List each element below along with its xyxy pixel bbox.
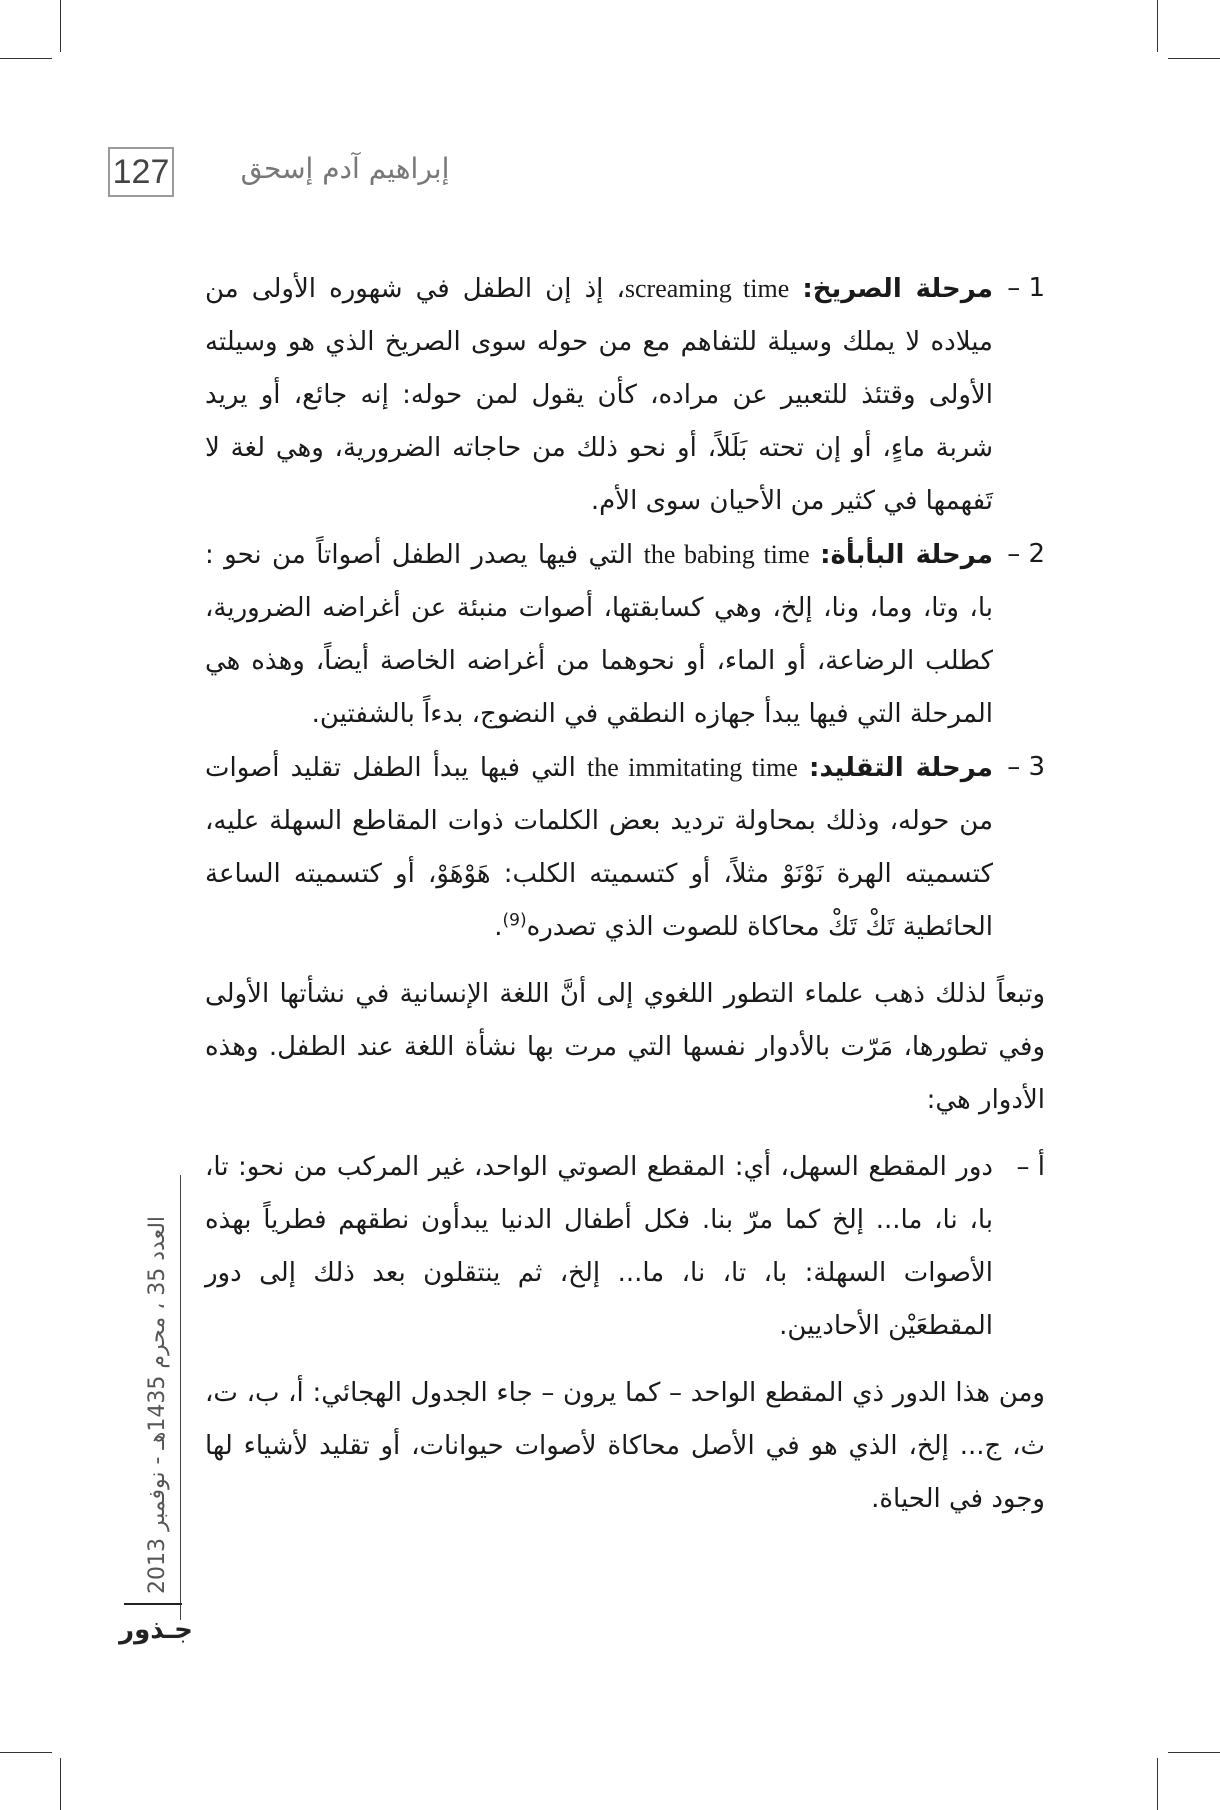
english-term: screaming time [624,274,790,303]
english-term: the babing time [643,540,810,569]
stage-term: مرحلة التقليد: [809,753,994,783]
paragraph: ومن هذا الدور ذي المقطع الواحد – كما يرون – جاء الجدول الهجائي: أ، ب، ت، ث، ج... إلخ، الذي هو في الأصل محاكاة لأصوات حيوانات، أو تقليد لأشياء لها وجود في الحياة. [205,1378,1045,1514]
running-header-author: إبراهيم آدم إسحق [240,152,450,185]
list-item-number: 3 – [1007,752,1045,782]
list-item [205,1141,1045,1353]
list-item-number: 1 – [1007,273,1045,303]
list-item [205,528,1045,741]
sidebar-divider [180,1175,181,1620]
journal-logo: جـذور [119,1615,193,1645]
english-term: the immitating time [587,753,798,782]
crop-mark [0,58,52,59]
article-body [205,262,1045,1526]
crop-mark [1168,1752,1220,1753]
stage-term: مرحلة البأبأة: [820,540,994,570]
footnote-ref[interactable]: (9) [502,910,527,931]
crop-mark [1168,58,1220,59]
crop-mark [60,0,61,52]
stage-term: مرحلة الصريخ: [802,274,993,304]
stage-description: التي فيها يصدر الطفل أصواتاً من نحو : با، وتا، وما، ونا، إلخ، وهي كسابقتها، أصوات منبئة عن أغراضه الضرورية، كطلب الرضاعة، أو الماء، أو نحوهما من أغراضه الخاصة أيضاً، وهذه هي المرحلة التي فيها يبدأ جهازه النطقي في النضوج، بدءاً بالشفتين. [205,540,993,729]
paragraph: وتبعاً لذلك ذهب علماء التطور اللغوي إلى أنَّ اللغة الإنسانية في نشأتها الأولى وفي تطورها، مَرّت بالأدوار نفسها التي مرت بها نشأة اللغة عند الطفل. وهذه الأدوار هي: [205,979,1045,1115]
list-item [205,262,1045,528]
list-item-number: 2 – [1007,539,1045,569]
stage-description: دور المقطع السهل، أي: المقطع الصوتي الواحد، غير المركب من نحو: تا، با، نا، ما... إلخ كما مرّ بنا. فكل أطفال الدنيا يبدأون نطقهم فطرياً بهذه الأصوات السهلة: با، تا، نا، ما... إلخ، ثم ينتقلون بعد ذلك إلى دور المقطعَيْن الأحاديين. [205,1152,993,1341]
logo-rule [124,1603,182,1605]
page-number: 127 [108,147,174,197]
crop-mark [60,1758,61,1810]
crop-mark [1157,0,1158,52]
crop-mark [1157,1758,1158,1810]
journal-issue-info: العدد 35 ، محرم 1435هـ - نوفمبر 2013 [145,1215,170,1595]
list-item-letter: أ – [1016,1152,1045,1182]
stage-description: ، إذ إن الطفل في شهوره الأولى من ميلاده لا يملك وسيلة للتفاهم مع من حوله سوى الصريخ الذي هو وسيلته الأولى وقتئذ للتعبير عن مراده، كأن يقول لمن حوله: إنه جائع، أو يريد شربة ماءٍ، أو إن تحته بَلَلاً، أو نحو ذلك من حاجاته الضرورية، وهي لغة لا تَفهمها في كثير من الأحيان سوى الأم. [205,274,993,516]
sentence-end: . [494,912,503,942]
stage-description: التي فيها يبدأ الطفل تقليد أصوات من حوله، وذلك بمحاولة ترديد بعض الكلمات ذوات المقاطع السهلة عليه، كتسميته الهرة نَوْنَوْ مثلاً، أو كتسميته الكلب: هَوْهَوْ، أو كتسميته الساعة الحائطية تَكْ تَكْ محاكاة للصوت الذي تصدره [205,753,993,942]
crop-mark [0,1752,52,1753]
list-item [205,741,1045,954]
